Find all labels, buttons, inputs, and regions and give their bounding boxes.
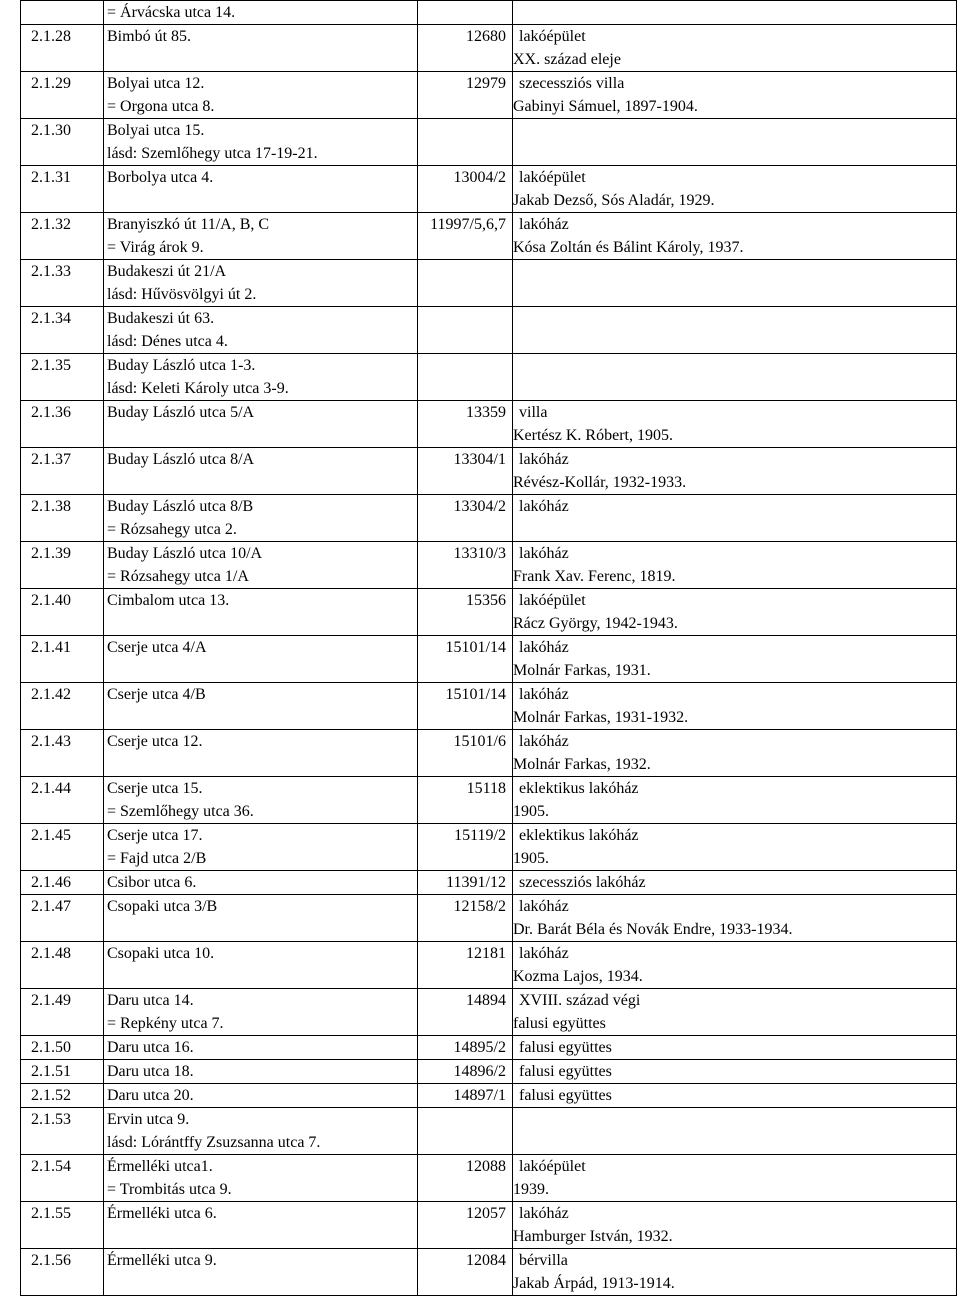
entry-number-cell <box>21 942 104 989</box>
building-type: szecessziós villa <box>519 75 625 92</box>
lot-number-cell <box>418 495 513 542</box>
address-cell <box>104 636 418 683</box>
table-row <box>21 730 957 777</box>
address-primary: Cserje utca 17. <box>107 827 203 844</box>
building-type: lakóház <box>519 733 569 750</box>
lot-number: 13304/2 <box>453 498 506 515</box>
lot-number-cell <box>418 72 513 119</box>
address-primary: Csibor utca 6. <box>107 874 197 891</box>
table-row <box>21 824 957 871</box>
description-cell <box>513 213 957 260</box>
description-cell <box>513 1036 957 1060</box>
lot-number-cell <box>418 895 513 942</box>
building-details: Gabinyi Sámuel, 1897-1904. <box>513 98 698 115</box>
table-row <box>21 1084 957 1108</box>
entry-number-cell <box>21 777 104 824</box>
table-row <box>21 589 957 636</box>
address-primary: Daru utca 20. <box>107 1087 194 1104</box>
entry-number-cell <box>21 119 104 166</box>
entry-number: 2.1.36 <box>31 404 71 421</box>
address-cell <box>104 895 418 942</box>
address-cell <box>104 730 418 777</box>
table-row <box>21 260 957 307</box>
lot-number-cell <box>418 989 513 1036</box>
entry-number: 2.1.56 <box>31 1252 71 1269</box>
building-details: Jakab Dezső, Sós Aladár, 1929. <box>513 192 715 209</box>
description-cell <box>513 1084 957 1108</box>
lot-number-cell <box>418 1108 513 1155</box>
entry-number-cell <box>21 542 104 589</box>
lot-number: 13304/1 <box>453 451 506 468</box>
address-primary: Érmelléki utca 6. <box>107 1205 217 1222</box>
entry-number-cell <box>21 1249 104 1296</box>
building-type: lakóház <box>519 216 569 233</box>
building-details: Molnár Farkas, 1931. <box>513 662 651 679</box>
entry-number-cell <box>21 683 104 730</box>
description-cell <box>513 824 957 871</box>
address-primary: Csopaki utca 3/B <box>107 898 218 915</box>
entry-number-cell <box>21 166 104 213</box>
address-primary: Branyiszkó út 11/A, B, C <box>107 216 270 233</box>
entry-number-cell <box>21 307 104 354</box>
lot-number: 12158/2 <box>453 898 506 915</box>
lot-number-cell <box>418 1036 513 1060</box>
address-primary: Buday László utca 1-3. <box>107 357 256 374</box>
address-primary: Budakeszi út 21/A <box>107 263 227 280</box>
building-details: 1939. <box>513 1181 549 1198</box>
entry-number-cell <box>21 401 104 448</box>
lot-number-cell <box>418 25 513 72</box>
lot-number-cell <box>418 824 513 871</box>
address-cell <box>104 495 418 542</box>
table-row <box>21 942 957 989</box>
description-cell <box>513 72 957 119</box>
entry-number-cell <box>21 636 104 683</box>
description-cell <box>513 166 957 213</box>
building-type: lakóház <box>519 1205 569 1222</box>
entry-number: 2.1.49 <box>31 992 71 1009</box>
address-secondary: = Virág árok 9. <box>107 239 204 256</box>
address-cell <box>104 166 418 213</box>
address-secondary: = Fajd utca 2/B <box>107 850 207 867</box>
address-cell <box>104 777 418 824</box>
entry-number-cell <box>21 354 104 401</box>
building-details: Kertész K. Róbert, 1905. <box>513 427 673 444</box>
building-type: falusi együttes <box>519 1087 612 1104</box>
lot-number-cell <box>418 1249 513 1296</box>
table-row <box>21 542 957 589</box>
address-primary: Érmelléki utca1. <box>107 1158 213 1175</box>
building-type: lakóház <box>519 451 569 468</box>
lot-number: 15101/14 <box>445 639 506 656</box>
table-row <box>21 777 957 824</box>
address-primary: Ervin utca 9. <box>107 1111 190 1128</box>
description-cell <box>513 730 957 777</box>
building-type: lakóház <box>519 639 569 656</box>
building-details: Molnár Farkas, 1931-1932. <box>513 709 689 726</box>
document-page <box>20 0 957 1296</box>
entry-number: 2.1.40 <box>31 592 71 609</box>
lot-number-cell <box>418 401 513 448</box>
address-primary: Buday László utca 10/A <box>107 545 263 562</box>
entry-number: 2.1.46 <box>31 874 71 891</box>
address-secondary: = Rózsahegy utca 2. <box>107 521 237 538</box>
description-cell <box>513 495 957 542</box>
table-row <box>21 989 957 1036</box>
lot-number-cell <box>418 942 513 989</box>
building-type: falusi együttes <box>519 1063 612 1080</box>
lot-number-cell <box>418 1155 513 1202</box>
lot-number-cell <box>418 166 513 213</box>
address-cell <box>104 1036 418 1060</box>
entry-number: 2.1.30 <box>31 122 71 139</box>
entry-number: 2.1.45 <box>31 827 71 844</box>
address-secondary: = Rózsahegy utca 1/A <box>107 568 249 585</box>
table-body <box>21 1 957 1296</box>
lot-number: 15101/14 <box>445 686 506 703</box>
entry-number: 2.1.35 <box>31 357 71 374</box>
address-primary: Buday László utca 5/A <box>107 404 255 421</box>
entry-number-cell <box>21 1060 104 1084</box>
building-type: bérvilla <box>519 1252 568 1269</box>
lot-number: 15101/6 <box>453 733 506 750</box>
address-cell <box>104 1155 418 1202</box>
description-cell <box>513 1202 957 1249</box>
entry-number-cell <box>21 495 104 542</box>
description-cell <box>513 260 957 307</box>
address-primary: Bolyai utca 12. <box>107 75 205 92</box>
description-cell <box>513 989 957 1036</box>
entry-number-cell <box>21 1 104 25</box>
lot-number: 13310/3 <box>453 545 506 562</box>
lot-number-cell <box>418 1 513 25</box>
entry-number: 2.1.32 <box>31 216 71 233</box>
entry-number: 2.1.48 <box>31 945 71 962</box>
entry-number-cell <box>21 871 104 895</box>
address-primary: Cserje utca 4/B <box>107 686 206 703</box>
lot-number: 13359 <box>466 404 506 421</box>
description-cell <box>513 542 957 589</box>
building-type: lakóépület <box>519 169 586 186</box>
address-secondary: = Trombitás utca 9. <box>107 1181 232 1198</box>
entry-number: 2.1.33 <box>31 263 71 280</box>
table-row <box>21 1202 957 1249</box>
address-cell <box>104 942 418 989</box>
address-secondary: lásd: Szemlőhegy utca 17-19-21. <box>107 145 318 162</box>
entry-number-cell <box>21 989 104 1036</box>
description-cell <box>513 942 957 989</box>
address-cell <box>104 307 418 354</box>
address-cell <box>104 824 418 871</box>
lot-number: 12057 <box>466 1205 506 1222</box>
table-row <box>21 448 957 495</box>
address-primary: Buday László utca 8/B <box>107 498 254 515</box>
lot-number-cell <box>418 683 513 730</box>
entry-number: 2.1.39 <box>31 545 71 562</box>
address-primary: Daru utca 18. <box>107 1063 194 1080</box>
building-details: falusi együttes <box>513 1015 606 1032</box>
address-primary: = Árvácska utca 14. <box>107 4 236 21</box>
building-details: Révész-Kollár, 1932-1933. <box>513 474 687 491</box>
entry-number: 2.1.31 <box>31 169 71 186</box>
table-row <box>21 636 957 683</box>
lot-number-cell <box>418 871 513 895</box>
table-row <box>21 119 957 166</box>
address-cell <box>104 401 418 448</box>
description-cell <box>513 1155 957 1202</box>
description-cell <box>513 895 957 942</box>
lot-number: 12181 <box>466 945 506 962</box>
building-type: lakóház <box>519 686 569 703</box>
address-primary: Buday László utca 8/A <box>107 451 255 468</box>
lot-number: 15356 <box>466 592 506 609</box>
table-row <box>21 72 957 119</box>
lot-number: 12088 <box>466 1158 506 1175</box>
heritage-buildings-table <box>20 0 957 1296</box>
address-cell <box>104 989 418 1036</box>
building-details: Hamburger István, 1932. <box>513 1228 673 1245</box>
address-cell <box>104 1060 418 1084</box>
building-type: eklektikus lakóház <box>519 827 639 844</box>
building-type: lakóépület <box>519 592 586 609</box>
description-cell <box>513 871 957 895</box>
lot-number-cell <box>418 542 513 589</box>
lot-number: 14897/1 <box>453 1087 506 1104</box>
entry-number: 2.1.37 <box>31 451 71 468</box>
entry-number: 2.1.52 <box>31 1087 71 1104</box>
lot-number: 15118 <box>466 780 506 797</box>
address-cell <box>104 589 418 636</box>
entry-number-cell <box>21 448 104 495</box>
address-cell <box>104 354 418 401</box>
building-details: XX. század eleje <box>513 51 621 68</box>
table-row <box>21 213 957 260</box>
lot-number: 11997/5,6,7 <box>430 216 506 233</box>
lot-number: 15119/2 <box>454 827 506 844</box>
lot-number: 12084 <box>466 1252 506 1269</box>
address-cell <box>104 871 418 895</box>
lot-number: 13004/2 <box>453 169 506 186</box>
address-primary: Budakeszi út 63. <box>107 310 215 327</box>
entry-number-cell <box>21 25 104 72</box>
building-type: lakóház <box>519 498 569 515</box>
table-row <box>21 1249 957 1296</box>
description-cell <box>513 354 957 401</box>
lot-number-cell <box>418 1084 513 1108</box>
building-details: Jakab Árpád, 1913-1914. <box>513 1275 675 1292</box>
entry-number: 2.1.44 <box>31 780 71 797</box>
address-secondary: lásd: Hűvösvölgyi út 2. <box>107 286 257 303</box>
address-cell <box>104 1108 418 1155</box>
lot-number-cell <box>418 636 513 683</box>
address-primary: Bimbó út 85. <box>107 28 192 45</box>
lot-number: 12680 <box>466 28 506 45</box>
address-cell <box>104 119 418 166</box>
entry-number: 2.1.50 <box>31 1039 71 1056</box>
address-cell <box>104 25 418 72</box>
address-secondary: = Orgona utca 8. <box>107 98 215 115</box>
address-cell <box>104 683 418 730</box>
lot-number: 14896/2 <box>453 1063 506 1080</box>
building-details: Dr. Barát Béla és Novák Endre, 1933-1934. <box>513 921 793 938</box>
lot-number-cell <box>418 1202 513 1249</box>
building-type: falusi együttes <box>519 1039 612 1056</box>
entry-number: 2.1.42 <box>31 686 71 703</box>
building-type: XVIII. század végi <box>519 992 641 1009</box>
entry-number-cell <box>21 260 104 307</box>
entry-number: 2.1.47 <box>31 898 71 915</box>
address-secondary: = Szemlőhegy utca 36. <box>107 803 254 820</box>
lot-number-cell <box>418 448 513 495</box>
entry-number: 2.1.34 <box>31 310 71 327</box>
entry-number: 2.1.54 <box>31 1158 71 1175</box>
entry-number: 2.1.29 <box>31 75 71 92</box>
entry-number: 2.1.51 <box>31 1063 71 1080</box>
description-cell <box>513 683 957 730</box>
description-cell <box>513 589 957 636</box>
entry-number-cell <box>21 1084 104 1108</box>
address-cell <box>104 1249 418 1296</box>
address-primary: Bolyai utca 15. <box>107 122 205 139</box>
description-cell <box>513 307 957 354</box>
building-details: Kósa Zoltán és Bálint Károly, 1937. <box>513 239 744 256</box>
address-secondary: lásd: Lórántffy Zsuzsanna utca 7. <box>107 1134 321 1151</box>
description-cell <box>513 401 957 448</box>
building-type: lakóház <box>519 898 569 915</box>
entry-number-cell <box>21 72 104 119</box>
address-secondary: = Repkény utca 7. <box>107 1015 224 1032</box>
address-primary: Csopaki utca 10. <box>107 945 215 962</box>
entry-number: 2.1.38 <box>31 498 71 515</box>
building-details: 1905. <box>513 803 549 820</box>
lot-number-cell <box>418 730 513 777</box>
entry-number-cell <box>21 1036 104 1060</box>
table-row <box>21 25 957 72</box>
address-primary: Daru utca 14. <box>107 992 194 1009</box>
building-details: Rácz György, 1942-1943. <box>513 615 678 632</box>
description-cell <box>513 1060 957 1084</box>
table-row <box>21 354 957 401</box>
table-row <box>21 895 957 942</box>
building-type: lakóház <box>519 545 569 562</box>
lot-number-cell <box>418 260 513 307</box>
entry-number-cell <box>21 1202 104 1249</box>
lot-number-cell <box>418 777 513 824</box>
table-row <box>21 1155 957 1202</box>
address-primary: Érmelléki utca 9. <box>107 1252 217 1269</box>
building-details: Frank Xav. Ferenc, 1819. <box>513 568 676 585</box>
building-type: lakóépület <box>519 28 586 45</box>
address-primary: Cserje utca 4/A <box>107 639 207 656</box>
address-primary: Cserje utca 15. <box>107 780 203 797</box>
table-row <box>21 1 957 25</box>
entry-number-cell <box>21 895 104 942</box>
description-cell <box>513 777 957 824</box>
description-cell <box>513 636 957 683</box>
entry-number: 2.1.43 <box>31 733 71 750</box>
entry-number-cell <box>21 1108 104 1155</box>
lot-number-cell <box>418 307 513 354</box>
lot-number-cell <box>418 354 513 401</box>
lot-number-cell <box>418 1060 513 1084</box>
address-cell <box>104 260 418 307</box>
table-row <box>21 1108 957 1155</box>
entry-number: 2.1.55 <box>31 1205 71 1222</box>
description-cell <box>513 1249 957 1296</box>
table-row <box>21 1060 957 1084</box>
description-cell <box>513 25 957 72</box>
entry-number-cell <box>21 213 104 260</box>
building-type: villa <box>519 404 548 421</box>
lot-number-cell <box>418 213 513 260</box>
description-cell <box>513 448 957 495</box>
building-type: lakóház <box>519 945 569 962</box>
table-row <box>21 871 957 895</box>
address-cell <box>104 1 418 25</box>
lot-number: 14895/2 <box>453 1039 506 1056</box>
building-type: lakóépület <box>519 1158 586 1175</box>
address-cell <box>104 448 418 495</box>
table-row <box>21 1036 957 1060</box>
address-primary: Borbolya utca 4. <box>107 169 214 186</box>
table-row <box>21 401 957 448</box>
address-cell <box>104 1202 418 1249</box>
address-cell <box>104 542 418 589</box>
entry-number: 2.1.28 <box>31 28 71 45</box>
table-row <box>21 307 957 354</box>
table-row <box>21 495 957 542</box>
address-cell <box>104 1084 418 1108</box>
entry-number-cell <box>21 824 104 871</box>
lot-number: 11391/12 <box>446 874 506 891</box>
description-cell <box>513 1 957 25</box>
entry-number: 2.1.53 <box>31 1111 71 1128</box>
table-row <box>21 683 957 730</box>
lot-number: 14894 <box>466 992 506 1009</box>
address-cell <box>104 213 418 260</box>
entry-number-cell <box>21 730 104 777</box>
address-cell <box>104 72 418 119</box>
table-row <box>21 166 957 213</box>
entry-number-cell <box>21 589 104 636</box>
address-secondary: lásd: Keleti Károly utca 3-9. <box>107 380 289 397</box>
entry-number: 2.1.41 <box>31 639 71 656</box>
building-type: eklektikus lakóház <box>519 780 639 797</box>
lot-number-cell <box>418 589 513 636</box>
address-primary: Daru utca 16. <box>107 1039 194 1056</box>
building-details: Kozma Lajos, 1934. <box>513 968 643 985</box>
description-cell <box>513 119 957 166</box>
lot-number-cell <box>418 119 513 166</box>
building-type: szecessziós lakóház <box>519 874 646 891</box>
lot-number: 12979 <box>466 75 506 92</box>
entry-number-cell <box>21 1155 104 1202</box>
building-details: Molnár Farkas, 1932. <box>513 756 651 773</box>
address-primary: Cimbalom utca 13. <box>107 592 230 609</box>
description-cell <box>513 1108 957 1155</box>
address-primary: Cserje utca 12. <box>107 733 203 750</box>
address-secondary: lásd: Dénes utca 4. <box>107 333 228 350</box>
building-details: 1905. <box>513 850 549 867</box>
